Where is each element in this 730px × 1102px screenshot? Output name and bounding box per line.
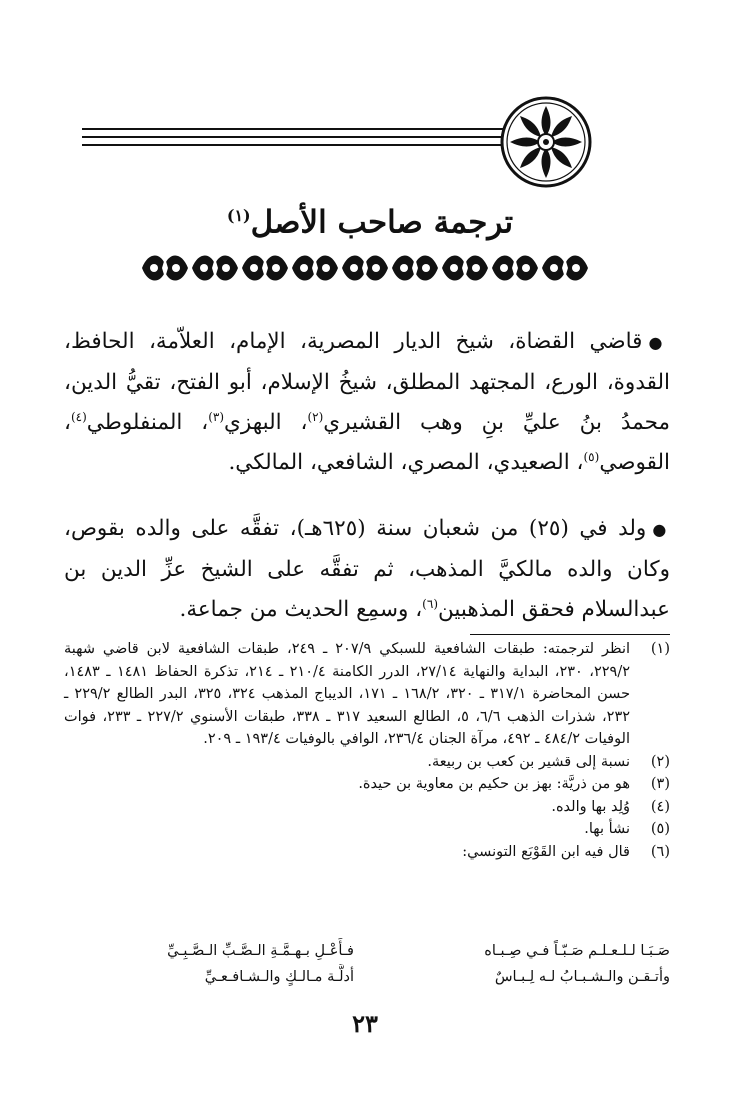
paragraph-2 xyxy=(64,509,670,630)
page-number: ٢٣ xyxy=(352,1009,378,1038)
body-text xyxy=(64,322,670,630)
footnote-number: (٦) xyxy=(650,843,670,860)
title-text: ترجمة صاحب الأصل xyxy=(250,204,514,241)
title-footnote-ref: (١) xyxy=(226,206,251,225)
footnote-number: (٥) xyxy=(650,821,670,837)
footnote-6 xyxy=(64,841,670,864)
paragraph-text: قاضي القضاة، شيخ الديار المصرية، الإمام، العلاّمة، الحافظ، القدوة، الورع، المجتهد المطلق، شيخُ الإسلام، أبو الفتح، تقيُّ الدين، محمدُ بنُ عليِّ بنِ وهب القشيري$^{(٢)}$، البهزي$^{(٣)}$، المنفلوطي$^{(٤)}$، القوصي$^{(٥)}$، الصعيدي، المصري، الشافعي، المالكي. xyxy=(64,329,670,475)
footnote-text: قال فيه ابن القَوْبَع التونسي: xyxy=(462,843,630,860)
footnote-text: هو من ذريَّة: بهز بن حكيم بن معاوية بن حيدة. xyxy=(358,776,630,792)
bullet-icon: ● xyxy=(648,333,670,352)
verse-hemistich-second: فـأَعْـلِ بـهـمَّـةِ الـصَّـبِّ الـصَّـبِـيِّ xyxy=(167,943,354,959)
bullet-icon: ● xyxy=(652,520,670,539)
footnote-3 xyxy=(64,773,670,796)
footnote-text: نشأ بها. xyxy=(584,821,630,837)
footnote-divider xyxy=(470,634,670,635)
verse-hemistich-first: وأتـقـن والـشـبـابُ لـه لِـبـاسٌ xyxy=(494,969,670,985)
footnotes xyxy=(64,638,670,863)
verse-hemistich-second: أدلَّـة مـالـكٍ والـشـافـعـيِّ xyxy=(204,969,354,985)
page-title xyxy=(150,186,590,246)
footnote-text: نسبة إلى قشير بن كعب بن ربيعة. xyxy=(427,753,630,770)
paragraph-text: ولد في (٢٥) من شعبان سنة (٦٢٥هـ)، تفقَّه على والده بقوص، وكان والده مالكيَّ المذهب، ثم تفقَّه على الشيخ عزِّ الدين بن عبدالسلام فحقق المذهبين$^{(٦)}$، وسمِع الحديث من جماعة. xyxy=(64,516,670,622)
footnote-4 xyxy=(64,796,670,819)
lotus-emblem-icon xyxy=(498,94,594,190)
footnote-number: (٢) xyxy=(650,753,670,770)
paragraph-1 xyxy=(64,322,670,483)
footnote-text: انظر لترجمته: طبقات الشافعية للسبكي ٢٠٧/٩ ـ ٢٤٩، طبقات الشافعية لابن قاضي شهبة ٢٢٩/٢، ٢٣٠، البداية والنهاية ٢٧/١٤، الدرر الكامنة ٢١٠/٤ ـ ٢١٤، تذكرة الحفاظ ١٤٨١ ـ ١٤٨٣، حسن المحاضرة ٣١٧/١ ـ ٣٢٠، ١٦٨/٢ ـ ١٧١، الديباج المذهب ٣٢٤، ٣٢٥، البدر الطالع ٢٢٩/٢ ـ ٢٣٢، شذرات الذهب ٦/٦، ٥، الطالع السعيد ٣١٧ ـ ٣٣٨، طبقات الأسنوي ٢٢٧/٢ ـ ٢٣٣، فوات الوفيات ٤٨٤/٢ ـ ٤٩٢، مرآة الجنان ٢٣٦/٤، الوافي بالوفيات ١٩٣/٤ ـ ٢٠٩. xyxy=(64,641,631,747)
footnote-5 xyxy=(64,818,670,841)
ornamental-motif-band xyxy=(140,248,590,288)
footnote-number: (١) xyxy=(650,641,670,657)
footnote-1 xyxy=(64,638,670,751)
footnote-2 xyxy=(64,751,670,774)
header-rules xyxy=(82,128,512,150)
footnote-number: (٤) xyxy=(650,798,670,815)
verse-line-2 xyxy=(64,964,670,990)
verse-line-1 xyxy=(64,938,670,964)
verse-hemistich-first: صَـبَـا لـلـعـلـم صَـبّـاً فـي صِـبـاه xyxy=(484,943,670,959)
footnote-number: (٣) xyxy=(650,776,670,792)
footnote-text: وُلِد بها والده. xyxy=(551,798,630,815)
